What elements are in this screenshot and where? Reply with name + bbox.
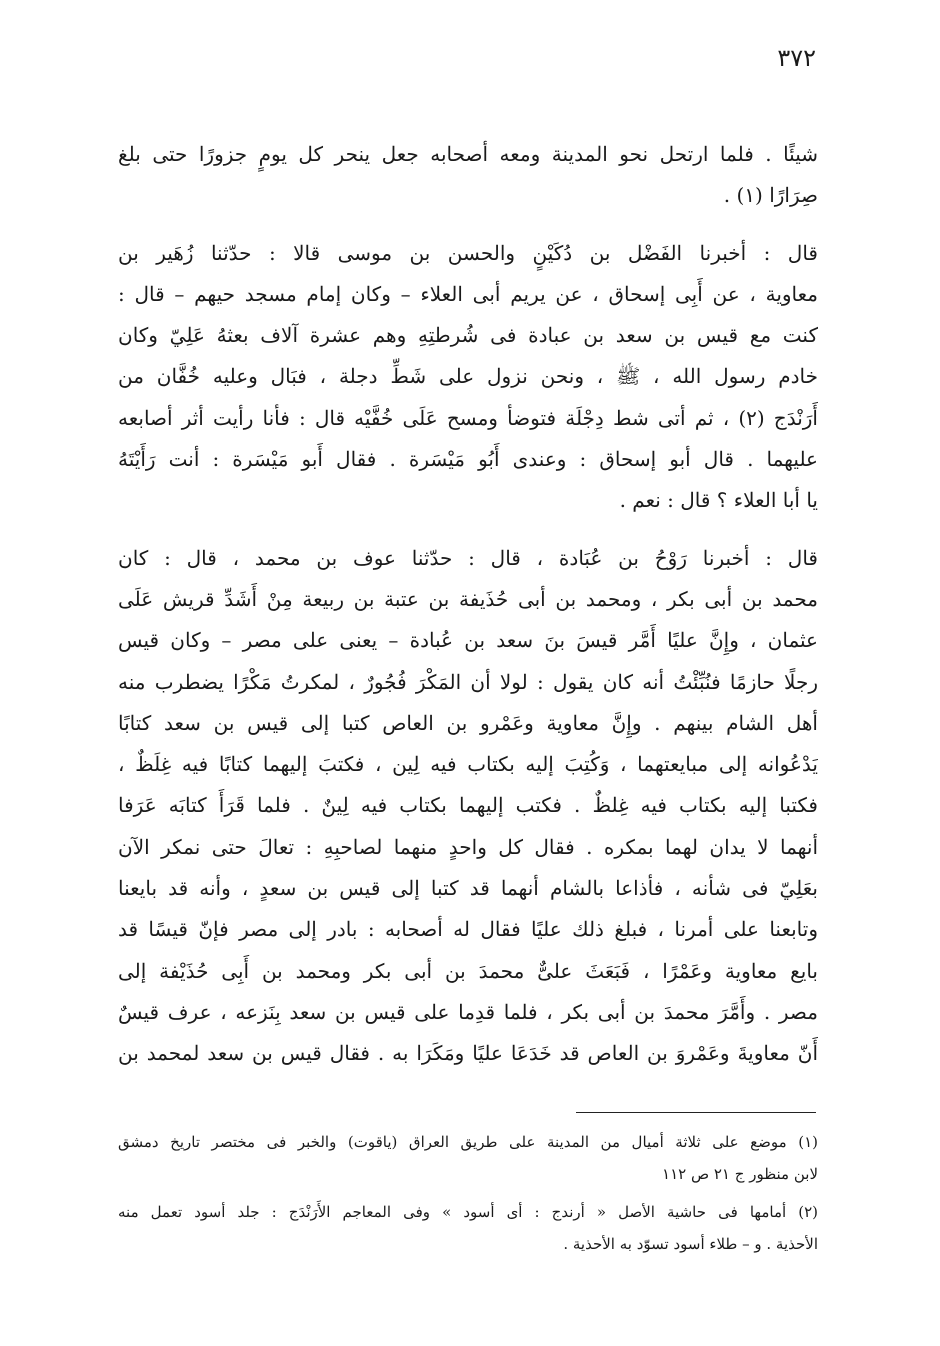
text-line: صِرَارًا (١) .: [723, 183, 818, 208]
page-number: ٣٧٢: [777, 44, 816, 72]
footnotes: [118, 1126, 818, 1260]
body-text: [118, 134, 818, 1075]
text-line: رجلًا حازمًا فنُبِّئْتُ أنه كان يقول : لولا أن المَكْرَ فُجُورٌ ، لمكرتُ مَكْرًا يضطرب منه: [118, 669, 818, 694]
footnote-line: لابن منظور ج ٢١ ص ١١٢: [662, 1165, 818, 1183]
paragraph: [118, 233, 818, 522]
text-line: أَرَنْدَج (٢) ، ثم أتى شط دِجْلَة فتوضأ ومسح عَلَى خُفَّيْه قال : فأنا رأيت أثر أصابعه: [118, 405, 818, 430]
text-line: يا أبا العلاء ؟ قال : نعم .: [619, 488, 818, 513]
text-line: فكتبا إليه بكتاب فيه غِلظٌ . فكتب إليهما بكتاب فيه لِينٌ . فلما قَرَأَ كتابَه عَرَفا: [118, 793, 818, 818]
paragraph: [118, 538, 818, 1075]
footnote-line: الأحذية . و – طلاء أسود تسوّد به الأحذية .: [563, 1235, 818, 1253]
text-line: أنهما لا يدان لهما بمكره . فقال كل واحدٍ منهما لصاحبِهِ : تعالَ حتى نمكر الآن: [118, 834, 818, 859]
text-line: يَدْعُوانه إلى مبايعتهما ، وَكُتِبَ إليه بكتاب فيه لِين ، فكتبَ إليهما كتابًا فيه غِلَظٌ ،: [118, 752, 818, 777]
paragraph: [118, 134, 818, 217]
text-line: بعَلِيّ فى شأنه ، فأذاعا بالشام أنهما قد كتبا إلى قيس بن سعدٍ ، وأنه قد بايعنا: [118, 876, 818, 901]
footnote: [118, 1126, 818, 1190]
text-line: كنت مع قيس بن سعد بن عبادة فى شُرطتِهِ وهم عشرة آلاف بعثهُ عَلِيّ وكان: [118, 323, 818, 348]
text-line: محمد بن أبى بكر ، ومحمد بن أبى حُذَيفة بن عتبة بن ربيعة مِنْ أَشَدِّ قريش عَلَى: [118, 586, 818, 611]
text-line: بايع معاوية وعَمْرًا ، فَبَعَثَ علىٌّ محمدَ بن أبى بكر ومحمد بن أَبِى حُذَيْفة إلى: [118, 958, 818, 983]
footnote: [118, 1196, 818, 1260]
text-line: عليهما . قال أبو إسحاق : وعندى أَبُو مَيْسَرة . فقال أَبو مَيْسَرة : أنت رَأَيْتَهُ: [118, 447, 818, 472]
text-line: وتابعنا على أمرنا ، فبلغ ذلك عليًا فقال له أصحابه : بادر إلى مصر فإنّ قيسًا قد: [118, 917, 818, 942]
footnote-line: (١) موضع على ثلاثة أميال من المدينة على طريق العراق (ياقوت) والخبر فى مختصر تاريخ دمشق: [118, 1133, 818, 1151]
text-line: خادم رسول الله ، ﷺ ، ونحن نزول على شَطِّ دجلة ، فبَال وعليه خُفَّان من: [118, 364, 818, 389]
text-line: أهل الشام بينهم . وإِنَّ معاوية وعَمْرو بن العاص كتبا إلى قيس بن سعد كتابًا: [118, 710, 818, 735]
text-line: شيئًا . فلما ارتحل نحو المدينة ومعه أصحابه جعل ينحر كل يومٍ جزورًا حتى بلغ: [118, 142, 818, 166]
text-line: قال : أخبرنا الفَضْل بن دُكَيْنٍ والحسن بن موسى قالا : حدّثنا زُهَير بن: [118, 240, 818, 265]
text-line: عثمان ، وإِنَّ عليًا أَمَّر قيسَ بنَ سعد بن عُبادة – يعنى على مصر – وكان قيس: [118, 628, 818, 653]
text-line: أَنّ معاويةَ وعَمْروَ بن العاص قد خَدَعَا عليًا ومَكَرَا به . فقال قيس بن سعد لمحمد بن: [118, 1041, 818, 1066]
footnote-line: (٢) أمامها فى حاشية الأصل « أرندج : أى أسود » وفى المعاجم الأَرَنْدَج : جلد أسود تعمل منه: [118, 1203, 818, 1221]
text-line: قال : أخبرنا رَوْحُ بن عُبَادة ، قال : حدّثنا عوف بن محمد ، قال : كان: [118, 545, 818, 570]
text-line: معاوية ، عن أَبِى إسحاق ، عن يريم أبى العلاء – وكان إمام مسجد حيهم – قال :: [118, 281, 818, 306]
footnote-separator: [576, 1112, 816, 1113]
text-line: مصر . وأَمَّرَ محمدَ بن أبى بكر ، فلما قدِما على قيس بن سعد بِنَزعه ، عرف قيسٌ: [118, 999, 818, 1024]
